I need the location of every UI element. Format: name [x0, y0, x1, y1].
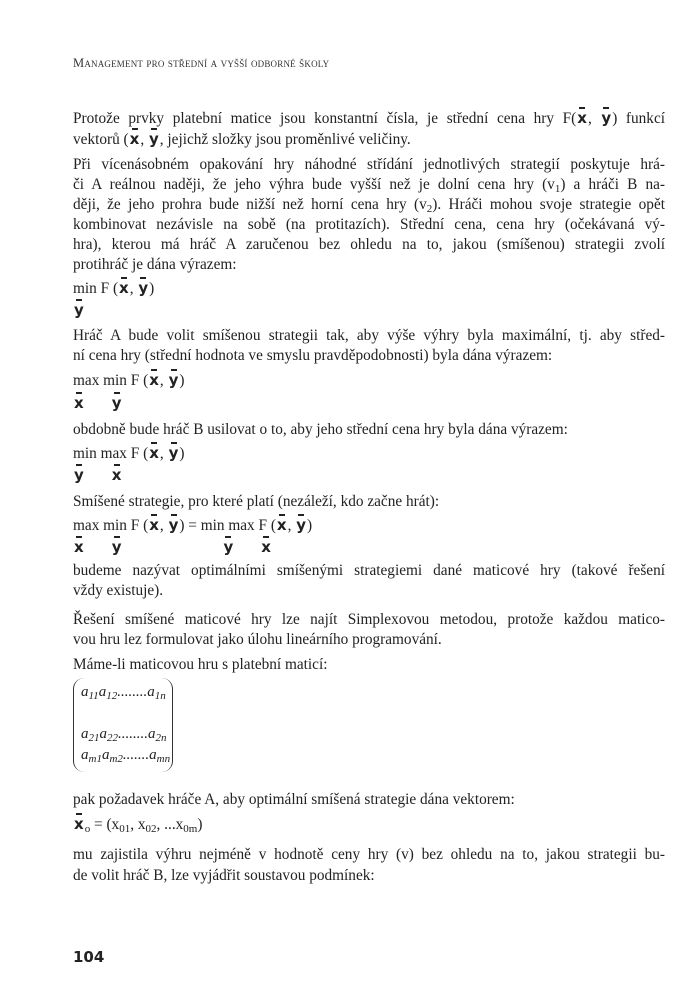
paragraph-line: protihráč je dána výrazem:	[73, 256, 237, 273]
text: ,	[159, 372, 168, 389]
text: ). Hráči mohou svoje strategie opět	[432, 196, 665, 213]
text: )	[179, 372, 185, 389]
paragraph-line: vou hru lez formulovat jako úlohu lineárního programování.	[73, 631, 442, 648]
text: ,	[159, 445, 168, 462]
matrix-row: $a_{21}a_{22}........a_{2n}$	[81, 726, 167, 744]
paragraph-line	[73, 195, 665, 215]
text: ) a hráči B na-	[560, 176, 665, 193]
text: max min F (	[73, 517, 149, 534]
paragraph-line: Řešení smíšené maticové hry lze najít Simplexovou metodou, protože každou matico-	[73, 611, 665, 628]
vector-x: x	[149, 371, 159, 389]
formula-subscripts	[73, 537, 665, 557]
vector-x: x	[129, 130, 140, 148]
vector-x: x	[276, 516, 287, 534]
text: Protože prvky platební matice jsou konstantní čísla, je střední cena hry F(	[73, 110, 577, 127]
vector-y: y	[74, 466, 84, 484]
text: , jejichž složky jsou proměnlivé veličiny.	[159, 131, 411, 148]
formula-minmax	[73, 443, 665, 463]
text: ) funkcí	[612, 110, 665, 127]
matrix-row: $a_{11}a_{12}........a_{1n}$	[81, 684, 166, 702]
paragraph-line: budeme nazývat optimálními smíšenými strategiemi dané maticové hry (takové řešení	[73, 562, 665, 579]
text: či A reálnou naději, že jeho výhra bude vyšší než je dolní cena hry (v	[73, 176, 555, 193]
vector-y: y	[296, 516, 307, 534]
paragraph-line: Smíšené strategie, pro které platí (nezáleží, kdo začne hrát):	[73, 493, 440, 510]
vector-x: x	[119, 279, 129, 297]
text: ,	[140, 131, 148, 148]
payoff-matrix	[73, 678, 173, 772]
paragraph-line: de volit hráč B, lze vyjádřit soustavou podmínek:	[73, 867, 375, 884]
subscript: o	[84, 823, 91, 835]
vector-y: y	[223, 538, 234, 556]
paragraph-line: Při vícenásobném opakování hry náhodné střídání jednotlivých strategií poskytuje hrá-	[73, 156, 665, 173]
vector-y: y	[168, 516, 179, 534]
paragraph-line: ní cena hry (střední hodnota ve smyslu pravděpodobnosti) byla dána výrazem:	[73, 347, 553, 364]
vector-x: x	[111, 466, 122, 484]
vector-x: x	[149, 444, 159, 462]
formula-min	[73, 278, 665, 298]
vector-x: x	[74, 394, 84, 412]
vector-x: x	[577, 109, 587, 127]
matrix-row: $a_{m1}a_{m2}.......a_{mn}$	[81, 747, 171, 765]
vector-y: y	[168, 371, 179, 389]
paragraph-line: vždy existuje).	[73, 582, 164, 599]
formula-maxmin	[73, 370, 665, 390]
page-number: 104	[73, 948, 105, 966]
formula-equilibrium	[73, 515, 665, 535]
text: max min F (	[73, 372, 149, 389]
vector-y: y	[149, 130, 159, 148]
vector-x: x	[261, 538, 271, 556]
vector-x: x	[74, 538, 84, 556]
text: vektorů (	[73, 131, 129, 148]
formula-subscripts	[73, 465, 665, 485]
paragraph-line: mu zajistila výhru nejméně v hodnotě ceny hry (v) bez ohledu na to, jakou strategii bu-	[73, 846, 665, 863]
formula-subscripts	[73, 393, 665, 413]
paragraph-line: hra), kterou má hráč A zaručenou bez ohledu na to, jakou (smíšenou) strategii zvolí	[73, 236, 665, 253]
text: ,	[129, 280, 138, 297]
vector-y: y	[138, 279, 149, 297]
vector-y: y	[111, 394, 122, 412]
vector-x: x	[74, 815, 84, 833]
paragraph-line	[73, 108, 665, 128]
text: ,	[287, 517, 296, 534]
paragraph-line: pak požadavek hráče A, aby optimální smíšená strategie dána vektorem:	[73, 791, 515, 808]
subscript: 2	[426, 203, 433, 215]
text: ,	[159, 517, 168, 534]
text: )	[179, 445, 185, 462]
paragraph-line: Máme-li maticovou hru s platební maticí:	[73, 656, 328, 673]
vector-x: x	[149, 516, 159, 534]
text: ) = min max F (	[179, 517, 276, 534]
paragraph-line	[73, 129, 665, 149]
text: )	[307, 517, 313, 534]
paragraph-line: Hráč A bude volit smíšenou strategii tak, aby výše výhry byla maximální, tj. aby střed-	[73, 327, 665, 344]
formula-optimal-vector: $x_o = (x_{01}$, $x_{02}$, $...x_{0m}$)	[74, 815, 203, 835]
paragraph-line: kombinovat nezávisle na sobě (na protitazích). Střední cena, cena hry (očekávaná vý-	[73, 216, 665, 233]
text: ději, že jeho prohra bude nižší než horní cena hry (v	[73, 196, 427, 213]
vector-y: y	[111, 538, 122, 556]
text: ,	[587, 110, 601, 127]
running-header: Management pro střední a vyšší odborné školy	[73, 56, 330, 70]
vector-y: y	[74, 301, 84, 319]
paragraph-line	[73, 175, 665, 195]
formula-subscripts	[73, 300, 665, 320]
vector-y: y	[601, 109, 612, 127]
text: min max F (	[73, 445, 149, 462]
vector-y: y	[168, 444, 179, 462]
text: min F (	[73, 280, 119, 297]
subscript: 1	[554, 183, 561, 195]
paragraph-line: obdobně bude hráč B usilovat o to, aby jeho střední cena hry byla dána výrazem:	[73, 421, 568, 438]
text: )	[149, 280, 155, 297]
